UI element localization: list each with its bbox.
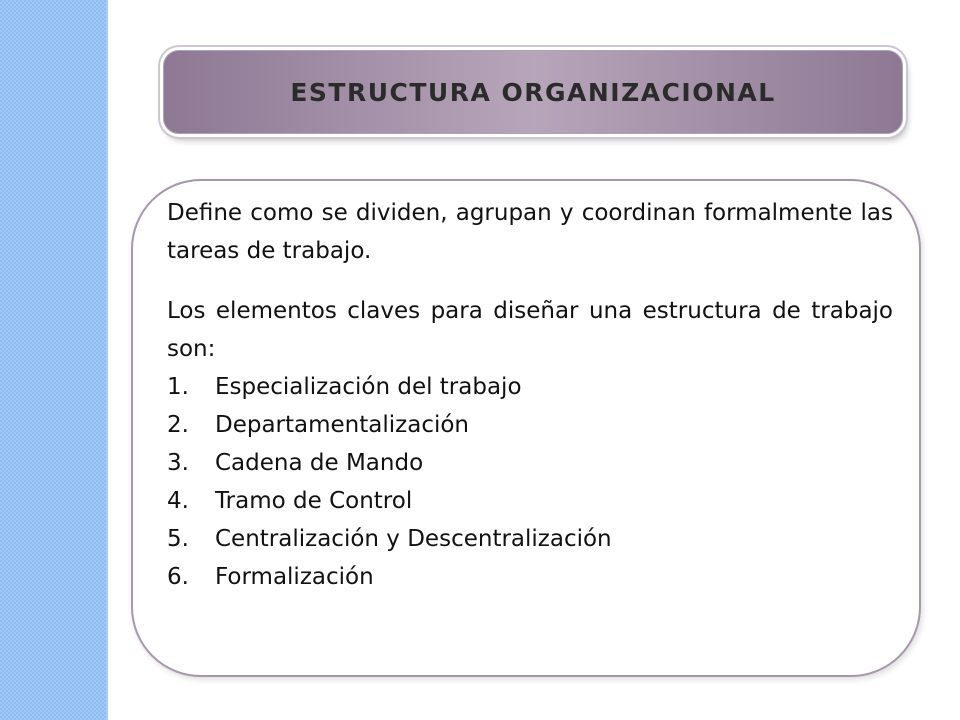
list-text: Departamentalización bbox=[215, 412, 469, 438]
list-item bbox=[167, 406, 893, 444]
slide-title: ESTRUCTURA ORGANIZACIONAL bbox=[290, 77, 776, 107]
side-decorative-band bbox=[0, 0, 108, 720]
list-number: 2. bbox=[167, 412, 189, 438]
content-body bbox=[167, 194, 893, 596]
definition-paragraph: Define como se dividen, agrupan y coordinan formalmente las tareas de trabajo. bbox=[167, 200, 893, 264]
list-text: Cadena de Mando bbox=[215, 450, 424, 476]
list-text: Especialización del trabajo bbox=[215, 374, 522, 400]
list-number: 1. bbox=[167, 374, 189, 400]
list-item bbox=[167, 444, 893, 482]
elements-intro-paragraph: Los elementos claves para diseñar una estructura de trabajo son: bbox=[167, 298, 893, 362]
list-text: Centralización y Descentralización bbox=[215, 526, 612, 552]
list-number: 3. bbox=[167, 450, 189, 476]
list-number: 4. bbox=[167, 488, 189, 514]
key-elements-list bbox=[167, 368, 893, 596]
list-item bbox=[167, 520, 893, 558]
list-item bbox=[167, 482, 893, 520]
list-item bbox=[167, 558, 893, 596]
list-text: Formalización bbox=[215, 564, 374, 590]
list-number: 6. bbox=[167, 564, 189, 590]
list-text: Tramo de Control bbox=[215, 488, 413, 514]
title-banner bbox=[163, 50, 903, 134]
list-number: 5. bbox=[167, 526, 189, 552]
list-item bbox=[167, 368, 893, 406]
